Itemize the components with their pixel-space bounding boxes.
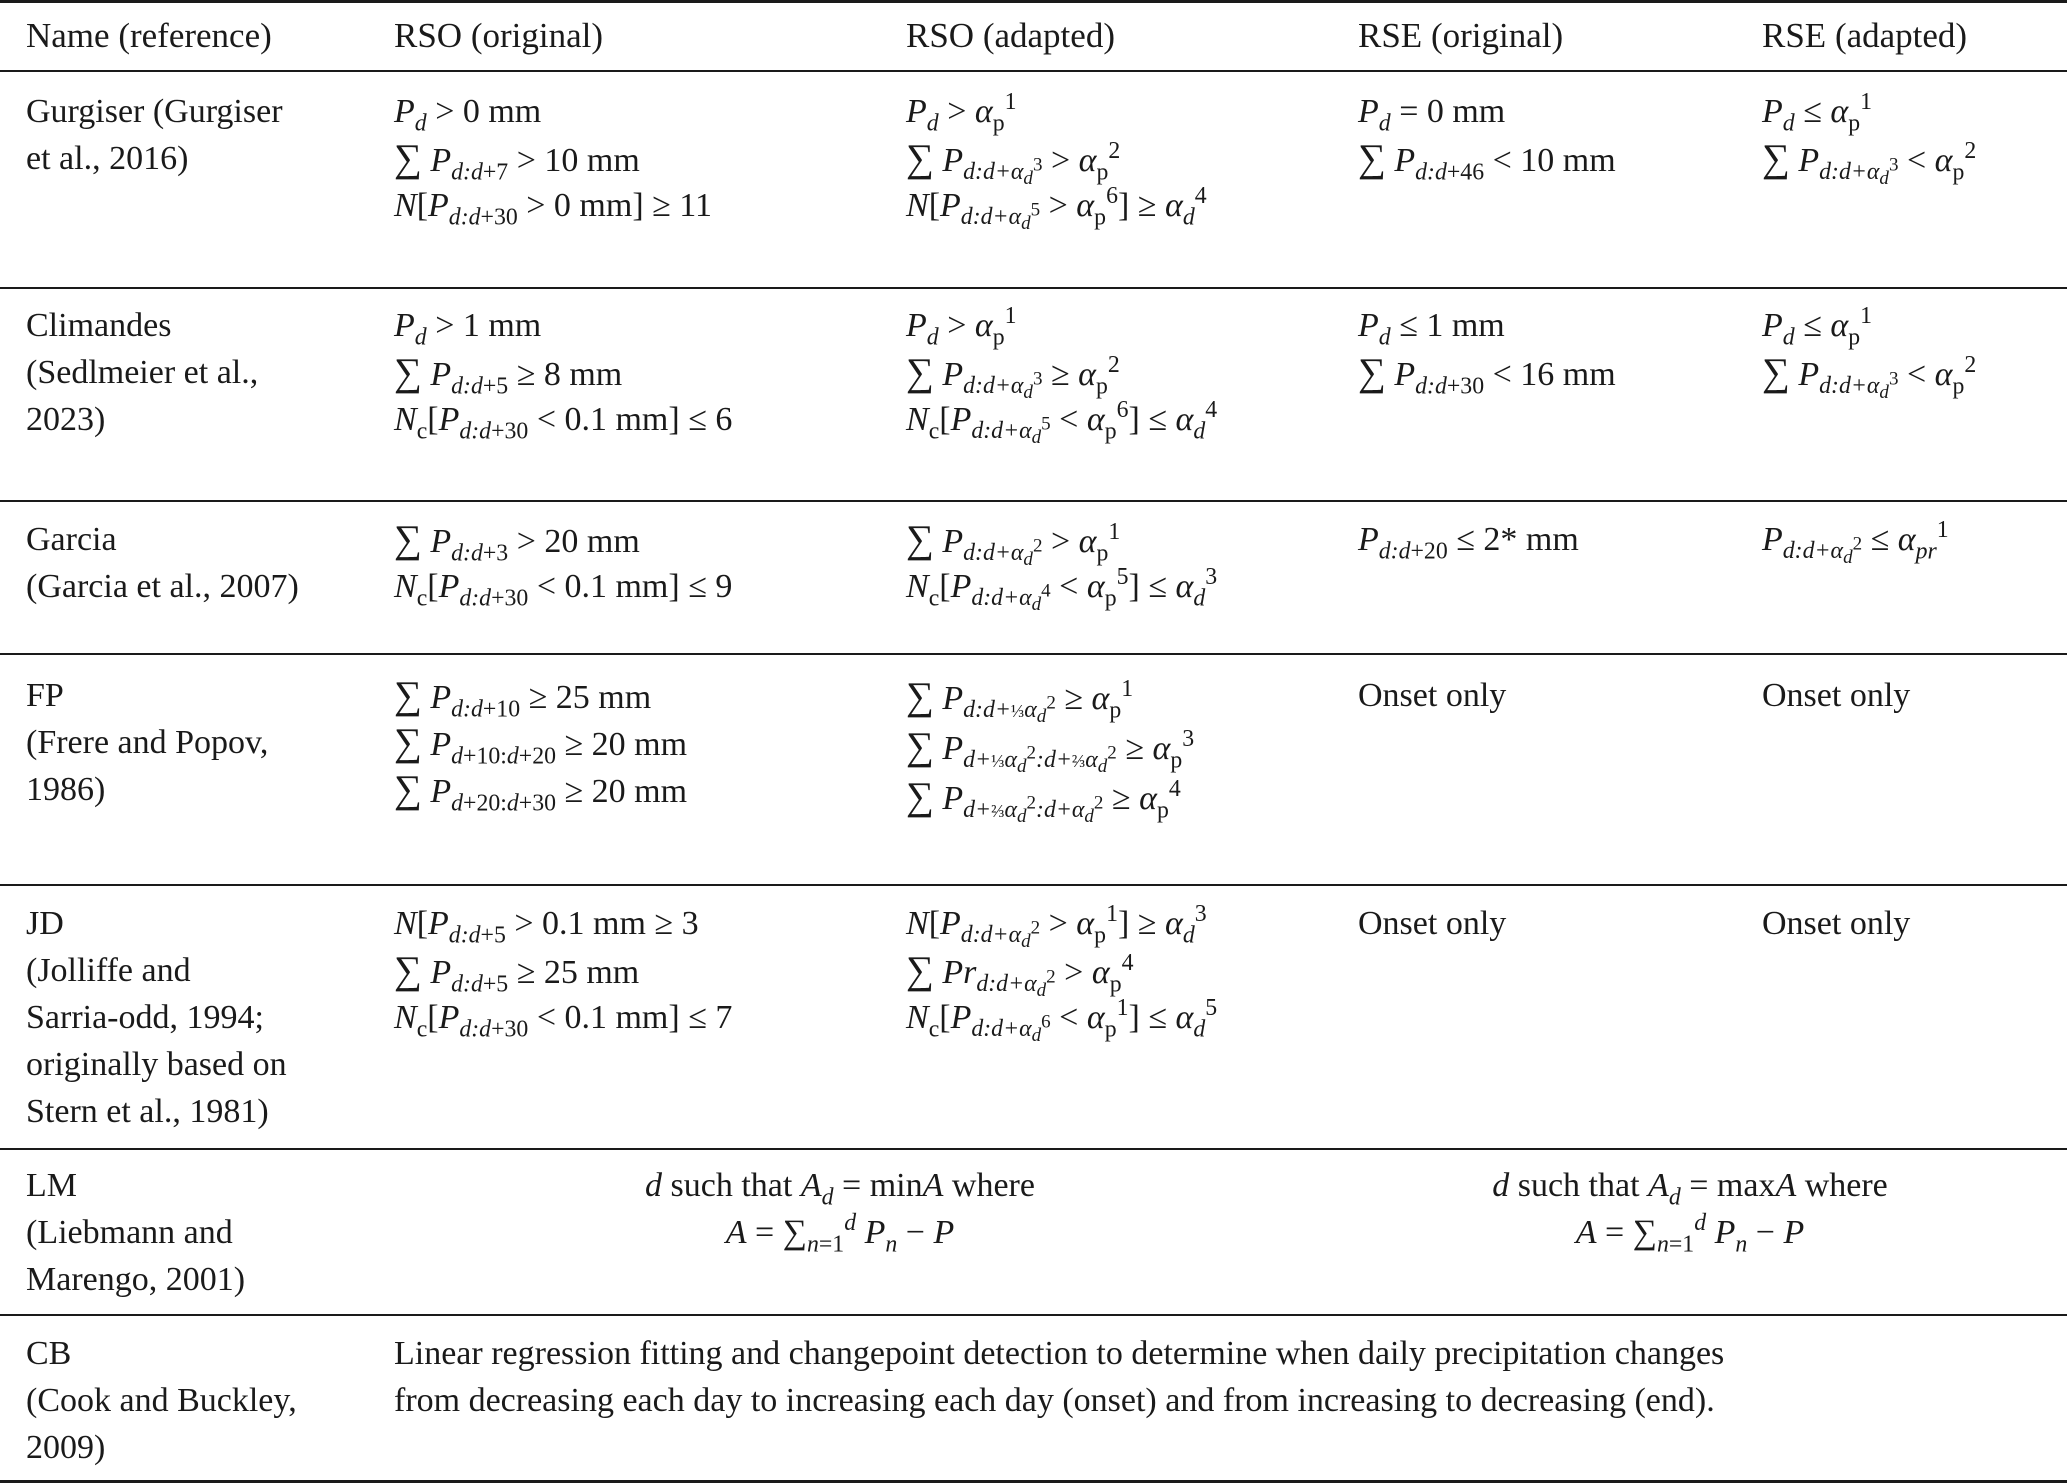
row-climandes-name: Climandes (Sedlmeier et al., 2023) [26, 307, 259, 438]
row-garcia-name: Garcia (Garcia et al., 2007) [26, 521, 299, 605]
formula: $P_d > 1$ mm [394, 307, 542, 351]
row-climandes-rso-adapted [906, 302, 1218, 449]
formula: $P_d \le \alpha_p^1$ [1762, 302, 1873, 351]
row-gurgiser-name: Gurgiser (Gurgiser et al., 2016) [26, 93, 283, 177]
formula: ∑ $P_{d+10:d+20} \ge 20$ mm [394, 721, 688, 770]
table-bottom-rule [0, 1480, 2067, 1483]
row-rule [0, 884, 2067, 886]
row-cb-name: CB (Cook and Buckley, 2009) [26, 1335, 297, 1466]
formula: ∑ $P_{d:d+\alpha_d^3} > \alpha_p^2$ [906, 137, 1121, 190]
header-rule [0, 70, 2067, 72]
formula: $P_d > \alpha_p^1$ [906, 88, 1017, 137]
formula: ∑ $P_{d:d+\alpha_d^3} < \alpha_p^2$ [1762, 351, 1977, 404]
row-jd-name: JD (Jolliffe and Sarria-odd, 1994; originally based on Stern et al., 1981) [26, 905, 287, 1130]
formula: $N_c[P_{d:d+30} < 0.1$ mm] ≤ 9 [394, 568, 733, 612]
formula: ∑ $P_{d+\frac{2}{3}\alpha_d^2:d+\alpha_d^2} \ge \alpha_p^4$ [906, 775, 1181, 828]
row-rule [0, 287, 2067, 289]
formula: $N_c[P_{d:d+30} < 0.1$ mm] ≤ 6 [394, 401, 733, 445]
formula: d such that $A_d = \max A$ where [1492, 1167, 1888, 1211]
row-jd-rso-adapted [906, 900, 1218, 1047]
row-jd-rso-original [394, 900, 732, 1041]
table-top-rule [0, 0, 2067, 3]
formula: ∑ $P_{d:d+\alpha_d^2} > \alpha_p^1$ [906, 518, 1121, 571]
row-jd-rse-adapted: Onset only [1762, 905, 1911, 942]
formula: ∑ $P_{d:d+\alpha_d^3} < \alpha_p^2$ [1762, 137, 1977, 190]
row-cb-description: Linear regression fitting and changepoint detection to determine when daily precipitation changes from decreasing each day to increasing each day (onset) and from increasing to decreasing (end). [394, 1335, 1725, 1419]
row-lm-end-formula [1410, 1162, 1970, 1256]
formula: ∑ $P_{d:d+\alpha_d^3} \ge \alpha_p^2$ [906, 351, 1120, 404]
formula: $P_d > \alpha_p^1$ [906, 302, 1017, 351]
row-fp-rso-original [394, 672, 688, 817]
formula: ∑ $P_{d+\frac{1}{3}\alpha_d^2:d+\frac{2}{3}\alpha_d^2} \ge \alpha_p^3$ [906, 725, 1195, 778]
row-gurgiser-rse-adapted [1762, 88, 1977, 190]
row-lm-name: LM (Liebmann and Marengo, 2001) [26, 1167, 246, 1298]
formula: $A = \sum_{n=1}^d$ $P_n - P$ [1575, 1209, 1805, 1258]
formula: $N[P_{d:d+\alpha_d^5} > \alpha_p^6] \ge \alpha_d^4$ [906, 182, 1207, 235]
formula: $P_d \le \alpha_p^1$ [1762, 88, 1873, 137]
row-climandes-rse-adapted [1762, 302, 1977, 404]
row-fp-rso-adapted [906, 672, 1195, 828]
formula: ∑ $P_{d:d+3} > 20$ mm [394, 518, 640, 567]
formula: ∑ $P_{d:d+30} < 16$ mm [1358, 351, 1616, 400]
header-rso-original: RSO (original) [394, 16, 604, 55]
formula: ∑ $Pr_{d:d+\alpha_d^2} > \alpha_p^4$ [906, 949, 1134, 1002]
formula: d such that $A_d = \min A$ where [645, 1167, 1035, 1211]
row-garcia-rso-adapted [906, 516, 1218, 616]
formula: $N[P_{d:d+\alpha_d^2} > \alpha_p^1] \ge \alpha_d^3$ [906, 900, 1207, 953]
row-gurgiser-rso-adapted [906, 88, 1207, 235]
formula: $N[P_{d:d+30} > 0$ mm] ≥ 11 [394, 187, 713, 231]
formula: $N_c[P_{d:d+30} < 0.1$ mm] ≤ 7 [394, 999, 733, 1043]
formula: $A = \sum_{n=1}^d$ $P_n - P$ [725, 1209, 955, 1258]
formula: ∑ $P_{d:d+5} \ge 8$ mm [394, 351, 623, 400]
formula: $P_d = 0$ mm [1358, 93, 1506, 137]
formula: $N[P_{d:d+5} > 0.1$ mm ≥ 3 [394, 905, 699, 949]
row-gurgiser-rso-original [394, 88, 712, 229]
formula: $N_c[P_{d:d+\alpha_d^6} < \alpha_p^1] \le \alpha_d^5$ [906, 994, 1218, 1047]
row-garcia-rse-original [1358, 516, 1579, 563]
row-fp-rse-adapted: Onset only [1762, 677, 1911, 714]
row-garcia-rso-original [394, 516, 732, 610]
formula: ∑ $P_{d:d+46} < 10$ mm [1358, 137, 1616, 186]
formula: ∑ $P_{d:d+\frac{1}{3}\alpha_d^2} \ge \alpha_p^1$ [906, 675, 1134, 728]
formula: $P_{d:d+\alpha_d^2} \le \alpha_{pr}^1$ [1762, 516, 1949, 569]
formula: ∑ $P_{d:d+5} \ge 25$ mm [394, 949, 640, 998]
formula: ∑ $P_{d:d+7} > 10$ mm [394, 137, 640, 186]
row-gurgiser-rse-original [1358, 88, 1616, 186]
header-name: Name (reference) [26, 16, 272, 55]
row-lm-onset-formula [560, 1162, 1120, 1256]
row-climandes-rse-original [1358, 302, 1616, 400]
row-garcia-rse-adapted [1762, 516, 1949, 569]
formula: $N_c[P_{d:d+\alpha_d^4} < \alpha_p^5] \le \alpha_d^3$ [906, 563, 1218, 616]
row-fp-rse-original: Onset only [1358, 677, 1507, 714]
formula: $P_{d:d+20} \le 2*$ mm [1358, 521, 1579, 565]
row-rule [0, 1314, 2067, 1316]
row-fp-name: FP (Frere and Popov, 1986) [26, 677, 269, 808]
formula: $P_d \le 1$ mm [1358, 307, 1505, 351]
row-rule [0, 500, 2067, 502]
header-rso-adapted: RSO (adapted) [906, 16, 1115, 55]
row-climandes-rso-original [394, 302, 732, 443]
row-rule [0, 1148, 2067, 1150]
row-jd-rse-original: Onset only [1358, 905, 1507, 942]
row-rule [0, 653, 2067, 655]
formula: ∑ $P_{d+20:d+30} \ge 20$ mm [394, 768, 688, 817]
formula: $P_d > 0$ mm [394, 93, 542, 137]
formula: ∑ $P_{d:d+10} \ge 25$ mm [394, 674, 652, 723]
header-rse-adapted: RSE (adapted) [1762, 16, 1968, 55]
formula: $N_c[P_{d:d+\alpha_d^5} < \alpha_p^6] \le \alpha_d^4$ [906, 396, 1218, 449]
header-rse-original: RSE (original) [1358, 16, 1564, 55]
